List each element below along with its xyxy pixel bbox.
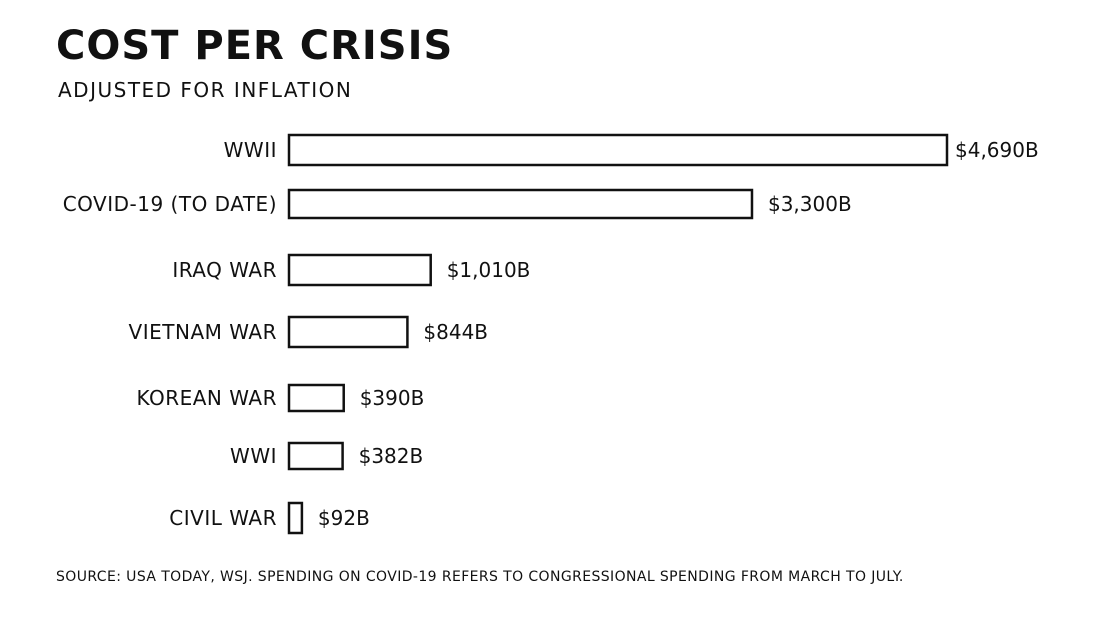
value-label: $1,010B xyxy=(446,258,531,282)
category-label: IRAQ WAR xyxy=(172,258,277,282)
bar-2 xyxy=(289,255,431,285)
category-label: COVID-19 (TO DATE) xyxy=(62,192,277,216)
bar-6 xyxy=(289,503,302,533)
chart-subtitle: ADJUSTED FOR INFLATION xyxy=(58,78,353,102)
bar-1 xyxy=(289,190,752,218)
value-label: $4,690B xyxy=(955,138,1039,162)
value-label: $382B xyxy=(358,444,424,468)
bar-4 xyxy=(289,385,344,411)
bar-5 xyxy=(289,443,343,469)
value-label: $92B xyxy=(317,506,370,530)
value-label: $844B xyxy=(423,320,489,344)
value-label: $390B xyxy=(359,386,425,410)
bar-0 xyxy=(289,135,947,165)
category-label: KOREAN WAR xyxy=(136,386,277,410)
category-label: CIVIL WAR xyxy=(169,506,277,530)
category-label: WWI xyxy=(230,444,277,468)
bar-3 xyxy=(289,317,407,347)
chart-title: COST PER CRISIS xyxy=(56,23,454,69)
category-label: WWII xyxy=(223,138,277,162)
value-label: $3,300B xyxy=(767,192,852,216)
source-note: SOURCE: USA TODAY, WSJ. SPENDING ON COVID-19 REFERS TO CONGRESSIONAL SPENDING FROM MARCH TO JULY. xyxy=(56,569,904,585)
category-label: VIETNAM WAR xyxy=(128,320,277,344)
